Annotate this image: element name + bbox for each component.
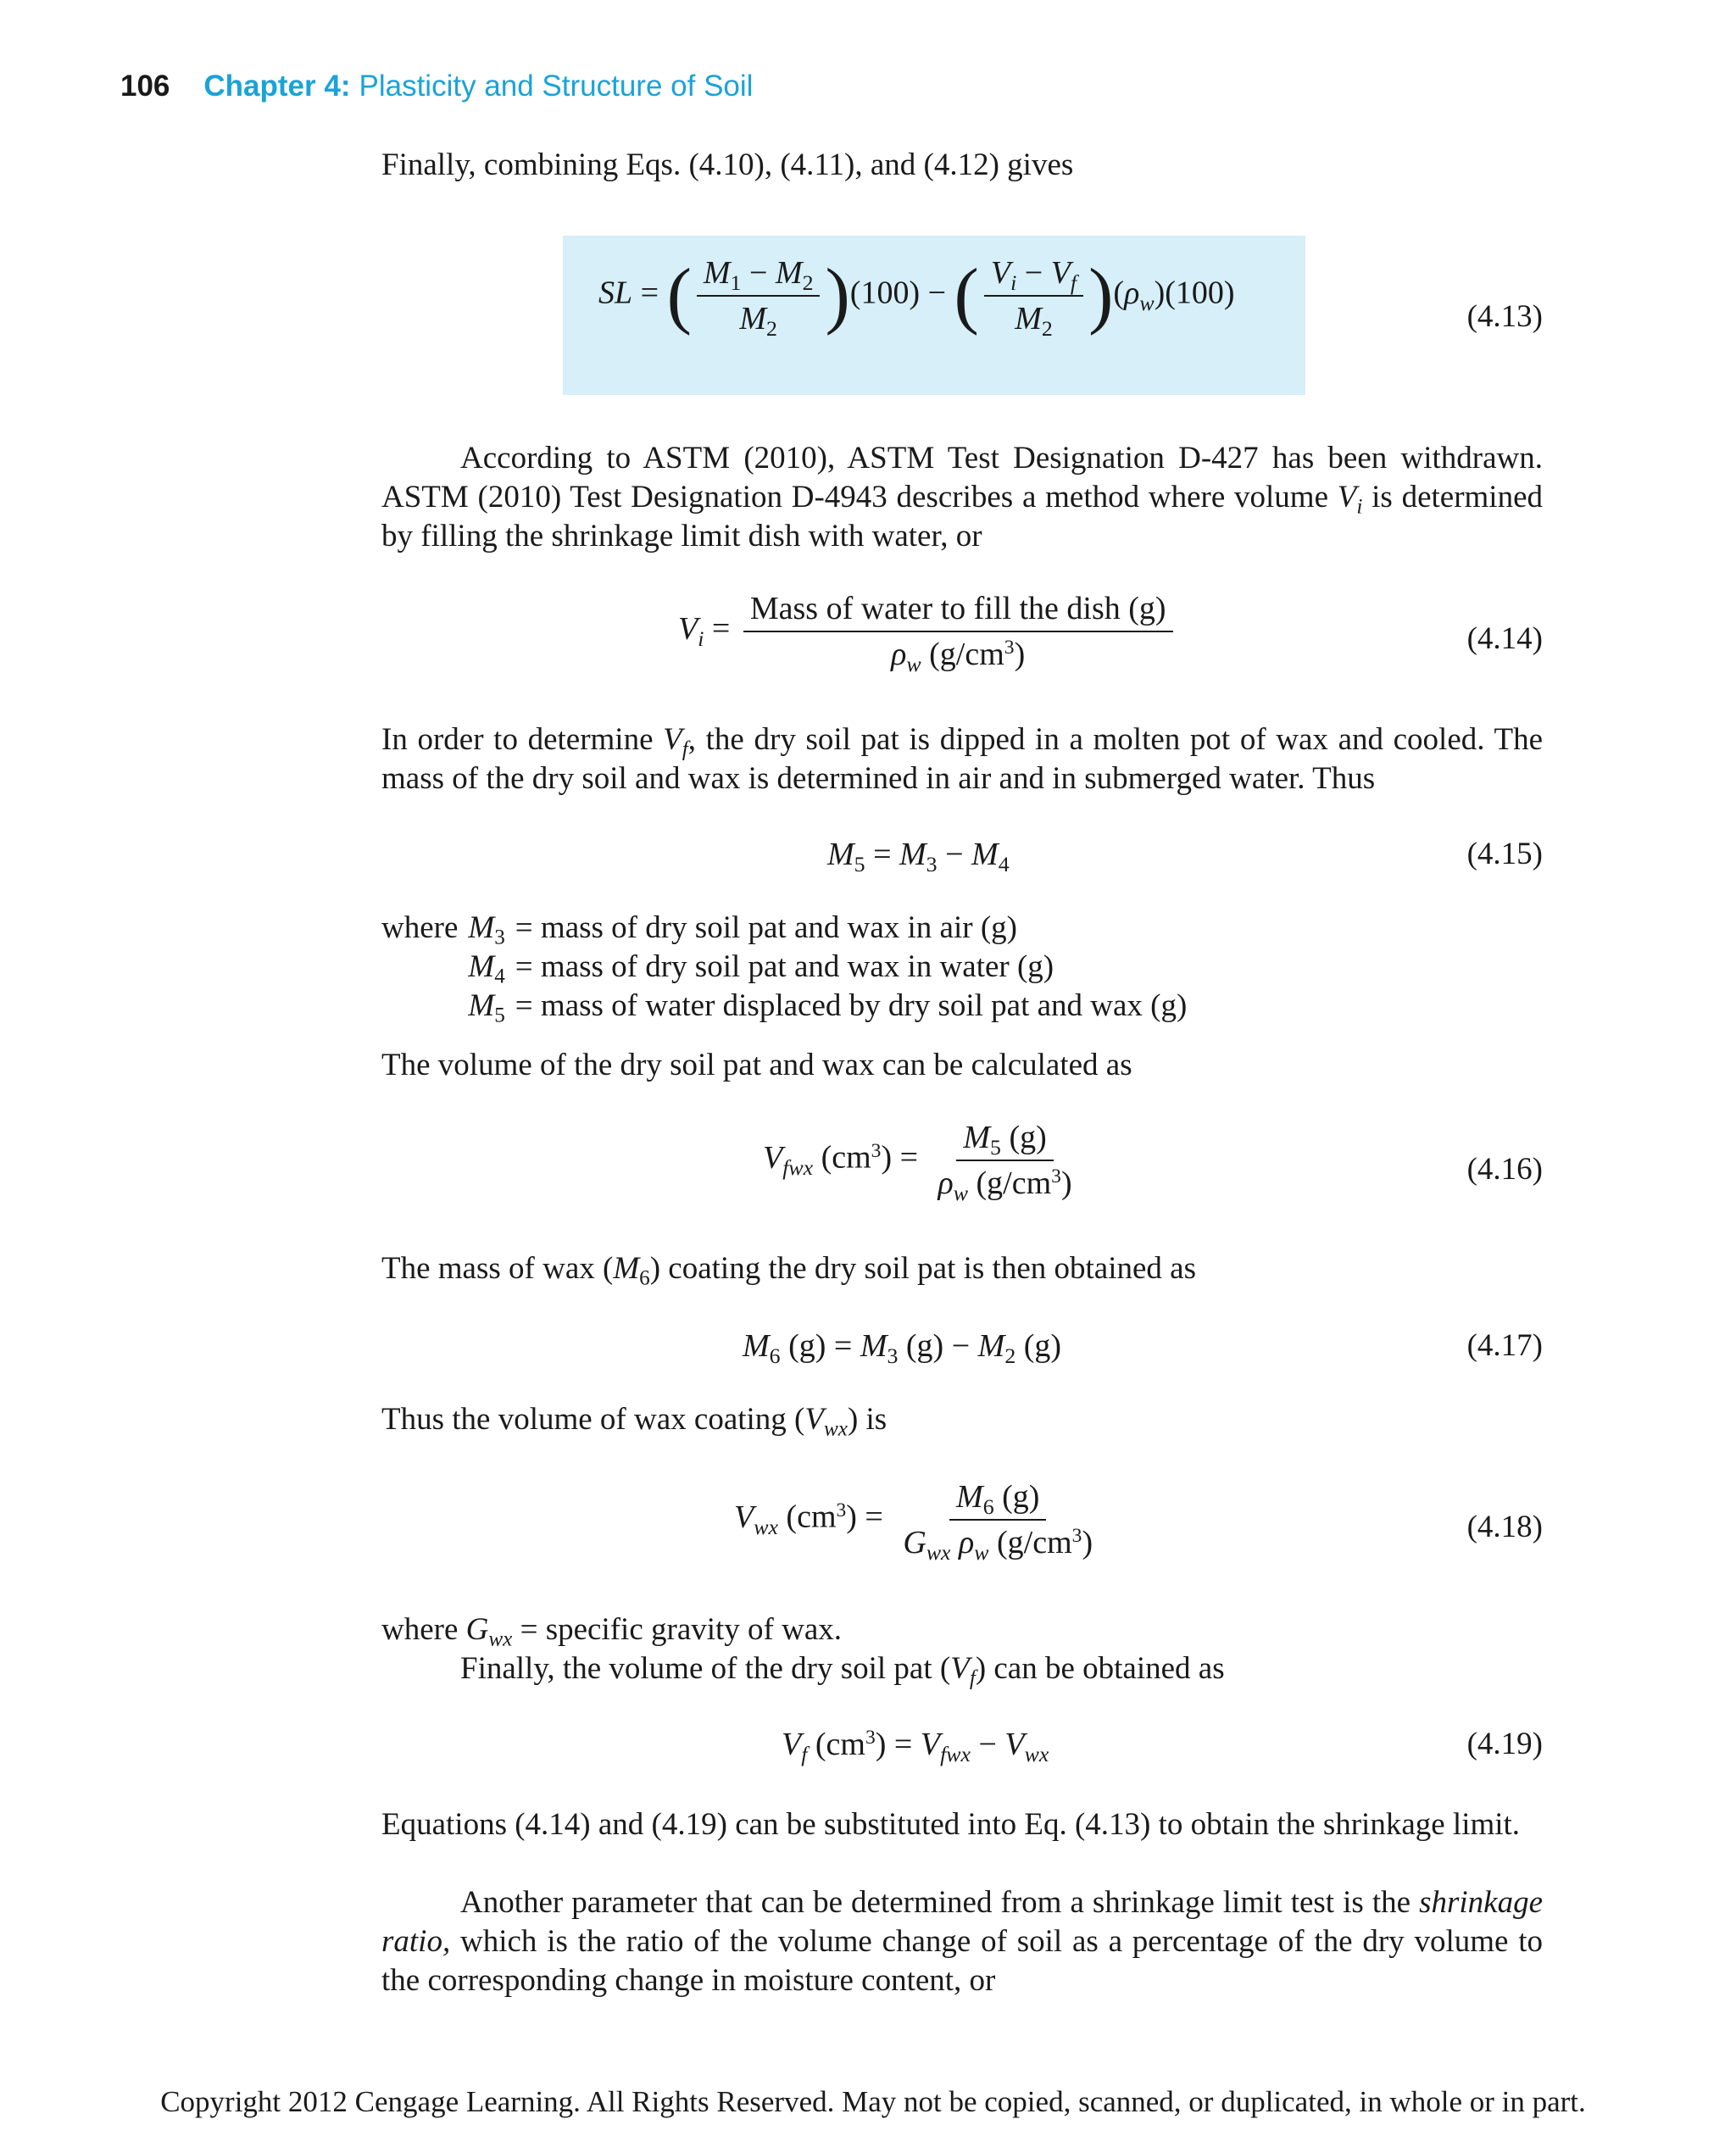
equation-4-14: $V_i$ = $\frac{\text{Mass of water to fill the dish (g)}}{\rho_w (g/cm^3)}$	[678, 590, 1178, 673]
vf-paragraph: In order to determine $V_f$, the dry soil pat is dipped in a molten pot of wax and cooled. The mass of the dry soil and wax is determined in air and in submerged water. Thus	[381, 722, 1543, 796]
equation-number: (4.17)	[1466, 1328, 1543, 1363]
equation-4-18: $V_{wx}$ $(cm^3)$ = $\frac{M_6 (g)}{G_{wx} \rho_w (g/cm^3)}$	[734, 1479, 1093, 1565]
variable-definitions	[381, 909, 1187, 1026]
equation-number: (4.15)	[1466, 837, 1543, 871]
equation-number: (4.16)	[1466, 1152, 1543, 1187]
intro-paragraph: Finally, combining Eqs. (4.10), (4.11), and (4.12) gives	[381, 147, 1074, 182]
astm-paragraph: According to ASTM (2010), ASTM Test Designation D-427 has been withdrawn. ASTM (2010) Test Designation D-4943 describes a method where volume $V_i$ is determined by filling the shrinkage limit dish with water, or	[381, 441, 1543, 553]
definition-row: $M_4$ = mass of dry soil pat and wax in water (g)	[468, 949, 1054, 988]
chapter-title: Plasticity and Structure of Soil	[359, 70, 754, 103]
equation-4-19: $V_f$ $(cm^3) = V_{fwx} - V_{wx}$	[782, 1727, 1049, 1766]
volume-paragraph: The volume of the dry soil pat and wax can be calculated as	[381, 1048, 1132, 1082]
equation-number: (4.19)	[1466, 1727, 1543, 1761]
final-volume-paragraph: Finally, the volume of the dry soil pat $(V_f)$ can be obtained as	[460, 1651, 1225, 1690]
page-number: 106	[120, 70, 170, 103]
equation-4-13: SL = ( $\frac{M_1 - M_2}{M_2}$ )(100) − ( $\frac{V_i - V_f}{M_2}$ )$(\rho_w)(100)$	[598, 254, 1235, 341]
definition-row: where $M_3$ = mass of dry soil pat and wax in air (g)	[381, 910, 1017, 949]
equation-number: (4.18)	[1466, 1510, 1543, 1544]
copyright-footer: Copyright 2012 Cengage Learning. All Rights Reserved. May not be copied, scanned, or duplicated, in whole or in part.	[160, 2085, 1586, 2118]
equation-4-15: $M_5 = M_3 - M_4$	[827, 837, 1010, 876]
equation-number: (4.13)	[1466, 299, 1543, 334]
equation-number: (4.14)	[1466, 621, 1543, 656]
running-header	[120, 70, 753, 112]
equation-4-17: $M_6$ $(g) = M_3$ $(g) - M_2$ (g)	[743, 1328, 1062, 1368]
equation-4-16: $V_{fwx}$ $(cm^3)$ = $\frac{M_5 (g)}{\rho_w (g/cm^3)}$	[763, 1120, 1072, 1205]
chapter-label: Chapter 4:	[203, 70, 351, 103]
mass-wax-paragraph: The mass of wax $(M_6)$ coating the dry soil pat is then obtained as	[381, 1251, 1196, 1290]
wax-volume-paragraph: Thus the volume of wax coating $(V_{wx})$ is	[381, 1402, 887, 1441]
definition-row: $M_5$ = mass of water displaced by dry soil pat and wax (g)	[468, 988, 1188, 1027]
shrinkage-ratio-paragraph: Another parameter that can be determined from a shrinkage limit test is the shrinkage ratio, which is the ratio of the volume change of soil as a percentage of the dry volume to the corresponding change in moisture content, or	[381, 1885, 1543, 1998]
substitution-paragraph: Equations (4.14) and (4.19) can be substituted into Eq. (4.13) to obtain the shrinkage limit.	[381, 1807, 1521, 1842]
gwx-definition: where $G_{wx}$ = specific gravity of wax.	[381, 1612, 843, 1651]
